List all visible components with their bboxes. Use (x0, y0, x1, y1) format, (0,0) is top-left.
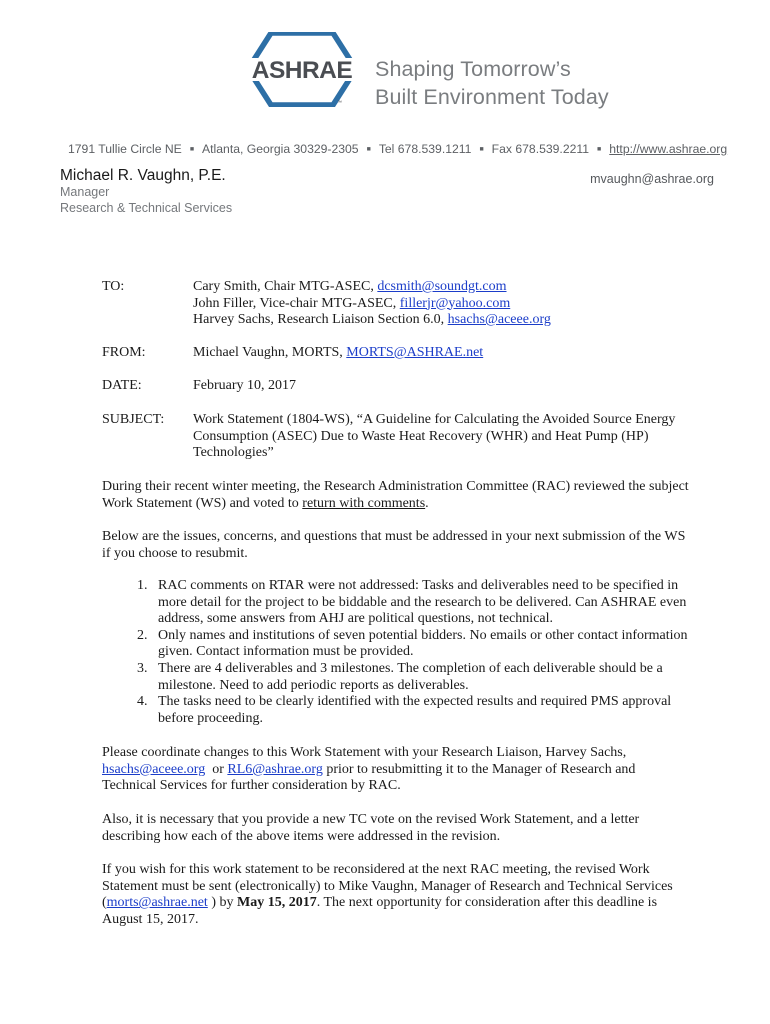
date-value: February 10, 2017 (193, 378, 297, 393)
from-email-link[interactable]: MORTS@ASHRAE.net (346, 345, 484, 360)
sender-email: mvaughn@ashrae.org (590, 172, 714, 186)
deadline-date: May 15, 2017 (236, 895, 317, 911)
sender-department: Research & Technical Services (60, 200, 233, 215)
subject-value: Work Statement (1804-WS), “A Guideline for Calculating the Avoided Source Energy Consumption (ASEC) Due to Waste Heat Recovery (WHR) and Heat Pump (HP) Technologies” (193, 412, 676, 460)
paragraph-deadline: If you wish for this work statement to be reconsidered at the next RAC meeting, the revised Work Statement must be sent (electronically) to Mike Vaughn, Manager of Research and Technical Services (morts@ashrae.net ) by May 15, 2017. The next opportunity for consideration after this deadline is August 15, 2017. (102, 862, 673, 927)
bullet-separator: ■ (597, 146, 602, 153)
recipient-email-link[interactable]: hsachs@aceee.org (447, 312, 551, 327)
to-label: TO: (102, 279, 125, 294)
recipient-email-link[interactable]: dcsmith@soundgt.com (377, 279, 507, 294)
morts-email-link[interactable]: morts@ashrae.net (106, 895, 208, 911)
from-value: Michael Vaughn, MORTS, MORTS@ASHRAE.net (193, 345, 484, 360)
paragraph-intro: During their recent winter meeting, the Research Administration Committee (RAC) reviewed the subject Work Statement (WS) and voted to return with comments. (102, 479, 689, 511)
street-address: 1791 Tullie Circle NE (68, 142, 182, 156)
tagline (375, 55, 609, 111)
recipient-line: John Filler, Vice-chair MTG-ASEC, fillerjr@yahoo.com (193, 295, 511, 311)
city-address: Atlanta, Georgia 30329-2305 (202, 142, 359, 156)
bullet-separator: ■ (479, 146, 484, 153)
recipient-line: Cary Smith, Chair MTG-ASEC, dcsmith@soundgt.com (193, 279, 507, 294)
from-label: FROM: (102, 345, 146, 360)
svg-text:™: ™ (337, 100, 342, 106)
list-item: 1. RAC comments on RTAR were not addressed: Tasks and deliverables need to be specified in more detail for the project to be biddable and the research to be delivered. Can ASHRAE even address, some answers from AHJ are political questions, not technical. (137, 578, 687, 627)
sender-title: Manager (60, 185, 110, 199)
sender-title-block (60, 185, 232, 216)
rl6-email-link[interactable]: RL6@ashrae.org (227, 761, 323, 777)
decision-text: return with comments (302, 495, 426, 511)
tagline-line-2: Built Environment Today (375, 85, 609, 109)
fax: Fax 678.539.2211 (491, 142, 590, 156)
subject-label: SUBJECT: (102, 412, 165, 427)
list-item: 3. There are 4 deliverables and 3 milestones. The completion of each deliverable should be a milestone. Need to add periodic reports as deliverables. (137, 660, 663, 693)
recipient-email-link[interactable]: fillerjr@yahoo.com (399, 295, 511, 311)
list-item: 2. Only names and institutions of seven potential bidders. No emails or other contact information given. Contact information must be provided. (137, 627, 688, 660)
paragraph-issues-intro: Below are the issues, concerns, and questions that must be addressed in your next submission of the WS if you choose to resubmit. (102, 529, 686, 561)
ashrae-logo (247, 32, 357, 107)
website-link[interactable]: http://www.ashrae.org (609, 142, 728, 156)
sender-name: Michael R. Vaughn, P.E. (60, 167, 226, 184)
liaison-email-link[interactable]: hsachs@aceee.org (102, 761, 206, 777)
recipient-line: Harvey Sachs, Research Liaison Section 6.0, hsachs@aceee.org (193, 312, 551, 327)
bullet-separator: ■ (189, 146, 195, 153)
list-item: 4. The tasks need to be clearly identified with the expected results and required PMS approval before proceeding. (137, 694, 672, 726)
to-recipients (193, 279, 693, 329)
paragraph-tc-vote: Also, it is necessary that you provide a new TC vote on the revised Work Statement, and a letter describing how each of the above items were addressed in the revision. (102, 812, 640, 844)
tagline-line-1: Shaping Tomorrow’s (375, 57, 571, 81)
logo-wordmark: ASHRAE (251, 57, 353, 84)
bullet-separator: ■ (366, 146, 371, 153)
paragraph-coordinate: Please coordinate changes to this Work Statement with your Research Liaison, Harvey Sachs, hsachs@aceee.org or RL6@ashrae.org prior to resubmitting it to the Manager of Research and Technical Services for further consideration by RAC. (102, 745, 636, 794)
telephone: Tel 678.539.1211 (378, 142, 472, 156)
issues-list (137, 578, 697, 727)
address-bar (68, 142, 727, 156)
date-label: DATE: (102, 378, 142, 393)
